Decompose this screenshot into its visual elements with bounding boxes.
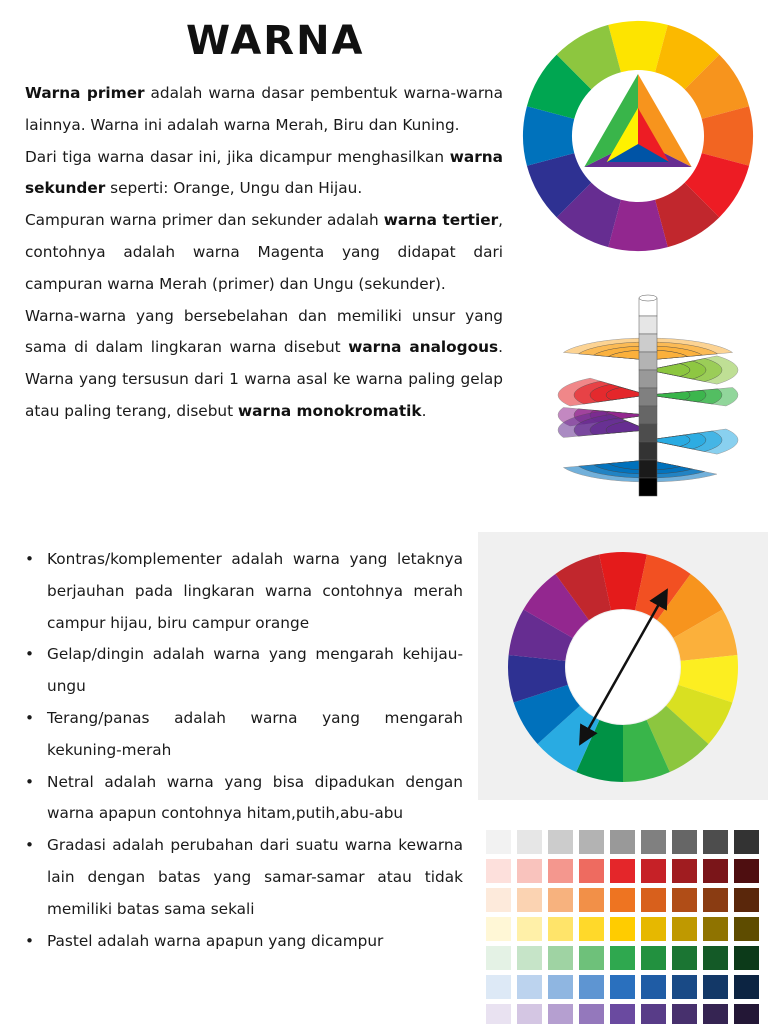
text-span: Campuran warna primer dan sekunder adalah (25, 211, 384, 230)
paragraph-analogous (25, 301, 503, 428)
swatch (610, 917, 635, 941)
page-title: WARNA (186, 18, 365, 64)
gray-column-cell (639, 406, 657, 424)
swatch (610, 1004, 635, 1024)
swatch (703, 888, 728, 912)
bullet-item: • Gradasi adalah perubahan dari suatu warna kewarna lain dengan batas yang samar-samar atau tidak memiliki batas sama sekali (25, 830, 463, 925)
swatch (672, 917, 697, 941)
swatch (517, 888, 542, 912)
swatch (734, 917, 759, 941)
swatch (734, 946, 759, 970)
bullet-item: • Netral adalah warna yang bisa dipadukan dengan warna apapun contohnya hitam,putih,abu-abu (25, 767, 463, 831)
paragraph-tertiary (25, 205, 503, 300)
swatch (610, 975, 635, 999)
swatch (517, 859, 542, 883)
swatch (486, 975, 511, 999)
swatch (641, 975, 666, 999)
swatch (579, 859, 604, 883)
swatch (641, 859, 666, 883)
swatch (610, 859, 635, 883)
swatch (672, 1004, 697, 1024)
swatch (548, 1004, 573, 1024)
swatch (672, 946, 697, 970)
gray-column-cell (639, 442, 657, 460)
swatch (579, 975, 604, 999)
swatch (641, 946, 666, 970)
text-span: seperti: Orange, Ungu dan Hijau. (105, 179, 363, 198)
bullet-item: • Kontras/komplementer adalah warna yang letaknya berjauhan pada lingkaran warna contohnya merah campur hijau, biru campur orange (25, 544, 463, 639)
gray-column-cell (639, 352, 657, 370)
3d-color-solid-icon (528, 290, 758, 520)
swatch (672, 859, 697, 883)
swatch (703, 917, 728, 941)
gray-column-cell (639, 424, 657, 442)
swatch (517, 975, 542, 999)
text-span: adalah warna dasar pembentuk warna-warna lainnya. Warna ini adalah warna Merah, Biru dan Kuning. (25, 84, 503, 134)
swatch (703, 830, 728, 854)
swatch (486, 1004, 511, 1024)
swatch (579, 1004, 604, 1024)
swatch (579, 917, 604, 941)
bullet-item: • Gelap/dingin adalah warna yang mengarah kehijau-ungu (25, 639, 463, 703)
term-analogous: warna analogous (348, 338, 499, 357)
swatch (610, 830, 635, 854)
swatch (579, 888, 604, 912)
swatch (734, 1004, 759, 1024)
swatch (641, 1004, 666, 1024)
column-top (639, 295, 657, 301)
swatch (486, 830, 511, 854)
swatch (486, 888, 511, 912)
paragraph-secondary (25, 142, 503, 206)
text-span: . (421, 401, 427, 420)
swatch (548, 975, 573, 999)
term-secondary: warna sekunder (25, 147, 503, 198)
swatch (703, 975, 728, 999)
swatch (734, 888, 759, 912)
gray-column-cell (639, 334, 657, 352)
text-span: . Warna yang tersusun dari 1 warna asal ke warna paling gelap atau paling terang, disebut (25, 338, 504, 420)
swatch (548, 859, 573, 883)
swatch (734, 830, 759, 854)
color-swatch-grid-icon (478, 818, 768, 1024)
term-tertiary: warna tertier (383, 211, 499, 230)
complementary-color-wheel-icon (500, 545, 746, 791)
paragraph-primary (25, 78, 503, 142)
swatch (672, 830, 697, 854)
bullet-item: • Terang/panas adalah warna yang mengarah kekuning-merah (25, 703, 463, 767)
gray-column-cell (639, 460, 657, 478)
swatch (641, 888, 666, 912)
term-monochromatic: warna monokromatik (237, 401, 422, 420)
swatch (548, 917, 573, 941)
gray-column-cell (639, 316, 657, 334)
swatch (672, 975, 697, 999)
swatch (672, 888, 697, 912)
intro-text (25, 78, 503, 428)
swatch (579, 830, 604, 854)
swatch (641, 830, 666, 854)
term-primary: Warna primer (25, 84, 145, 102)
swatch (548, 888, 573, 912)
gray-column-cell (639, 478, 657, 496)
swatch (734, 975, 759, 999)
bullet-list (25, 544, 463, 957)
swatch (703, 946, 728, 970)
swatch (517, 1004, 542, 1024)
text-span: , contohnya adalah warna Magenta yang didapat dari campuran warna Merah (primer) dan Ungu (sekunder). (25, 211, 503, 293)
gray-column-cell (639, 370, 657, 388)
swatch (703, 859, 728, 883)
bullet-item: • Pastel adalah warna apapun yang dicampur (25, 926, 463, 958)
swatch (548, 946, 573, 970)
swatch (486, 859, 511, 883)
swatch (579, 946, 604, 970)
swatch (517, 830, 542, 854)
swatch (734, 859, 759, 883)
swatch (610, 946, 635, 970)
text-span: Warna-warna yang bersebelahan dan memiliki unsur yang sama di dalam lingkaran warna disebut (25, 306, 503, 357)
swatch (641, 917, 666, 941)
text-span: Dari tiga warna dasar ini, jika dicampur menghasilkan (25, 147, 450, 166)
swatch (517, 917, 542, 941)
swatch (486, 946, 511, 970)
swatch (517, 946, 542, 970)
gray-column-cell (639, 388, 657, 406)
itten-color-wheel-icon (520, 18, 756, 254)
swatch (486, 917, 511, 941)
swatch (610, 888, 635, 912)
swatch (548, 830, 573, 854)
swatch (703, 1004, 728, 1024)
